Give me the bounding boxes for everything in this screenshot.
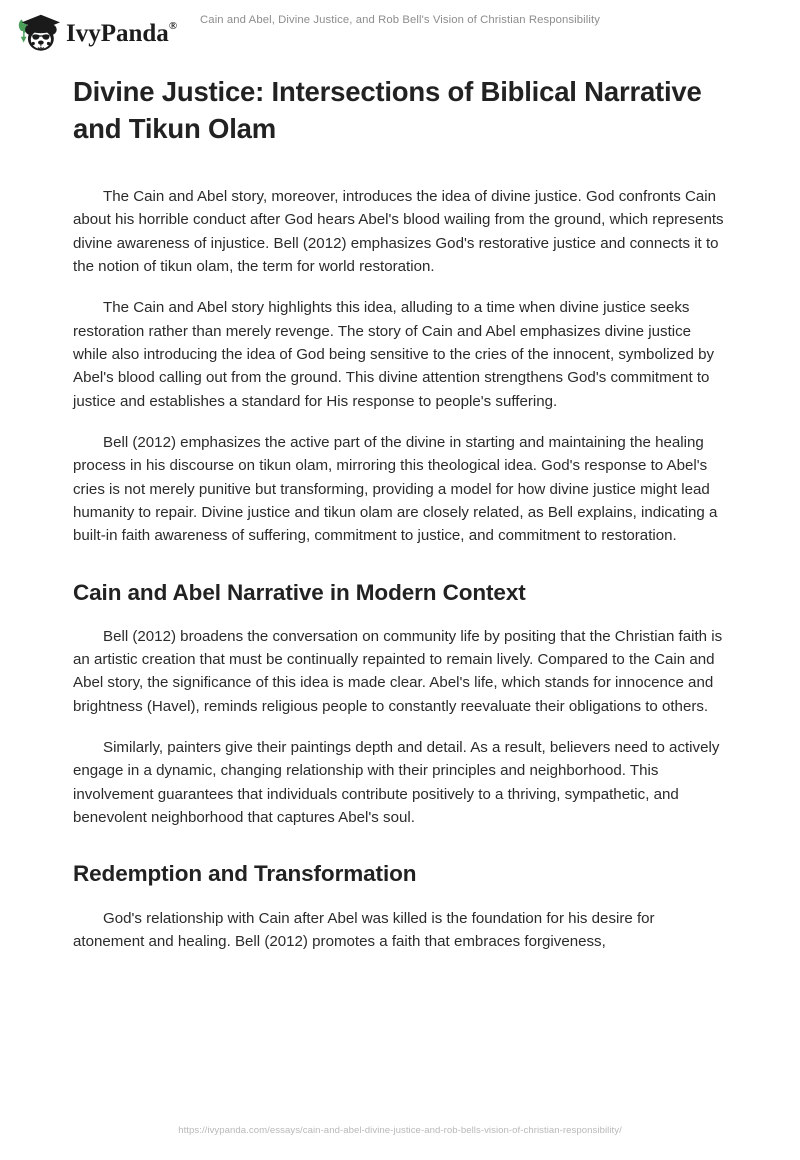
title-spacer <box>73 147 728 167</box>
page-header <box>0 0 800 62</box>
document-content <box>73 74 728 953</box>
brand-name-text: IvyPanda <box>66 19 169 47</box>
section-heading-redemption-and-transformation: Redemption and Transformation <box>73 861 417 887</box>
body-paragraph: God's relationship with Cain after Abel was killed is the foundation for his desire for atonement and healing. Bell (2012) promotes a faith that embraces forgiveness, <box>73 909 655 950</box>
body-paragraph: The Cain and Abel story highlights this idea, alluding to a time when divine justice seeks restoration rather than merely revenge. The story of Cain and Abel emphasizes divine justice while also introducing the idea of God being sensitive to the cries of the innocent, symbolized by Abel's blood calling out from the ground. This divine attention strengthens God's commitment to justice and establishes a standard for His response to people's suffering. <box>73 299 715 410</box>
body-paragraph: Similarly, painters give their paintings depth and detail. As a result, believers need to actively engage in a dynamic, changing relationship with their principles and neighborhood. This involvement guarantees that individuals contribute positively to a thriving, sympathetic, and benevolent neighborhood that captures Abel's soul. <box>73 739 720 826</box>
source-url-link[interactable]: https://ivypanda.com/essays/cain-and-abel-divine-justice-and-rob-bells-vision-of-christian-responsibility/ <box>178 1125 622 1136</box>
body-paragraph: Bell (2012) broadens the conversation on community life by positing that the Christian faith is an artistic creation that must be continually repainted to remain lively. Compared to the Cain and Abel story, the significance of this idea is made clear. Abel's life, which stands for innocence and brightness (Havel), reminds religious people to constantly reevaluate their obligations to others. <box>73 627 723 715</box>
body-paragraph: Bell (2012) emphasizes the active part of the divine in starting and maintaining the healing process in his discourse on tikun olam, mirroring this theological idea. God's response to Abel's cries is not merely punitive but transforming, providing a model for how divine justice might lead humanity to repair. Divine justice and tikun olam are closely related, as Bell explains, indicating a built-in faith awareness of suffering, commitment to justice, and commitment to restoration. <box>73 433 718 545</box>
page-title: Divine Justice: Intersections of Biblical Narrative and Tikun Olam <box>73 76 702 144</box>
section-heading-cain-and-abel-narrative: Cain and Abel Narrative in Modern Context <box>73 579 526 605</box>
registered-trademark-icon: ® <box>168 20 178 33</box>
body-paragraph: The Cain and Abel story, moreover, introduces the idea of divine justice. God confronts Cain about his horrible conduct after God hears Abel's blood wailing from the ground, which represents divine awareness of injustice. Bell (2012) emphasizes God's restorative justice and connects it to the notion of tikun olam, the term for world restoration. <box>73 188 724 276</box>
page-footer <box>0 1120 800 1138</box>
running-header-title: Cain and Abel, Divine Justice, and Rob Bell's Vision of Christian Responsibility <box>200 14 600 26</box>
